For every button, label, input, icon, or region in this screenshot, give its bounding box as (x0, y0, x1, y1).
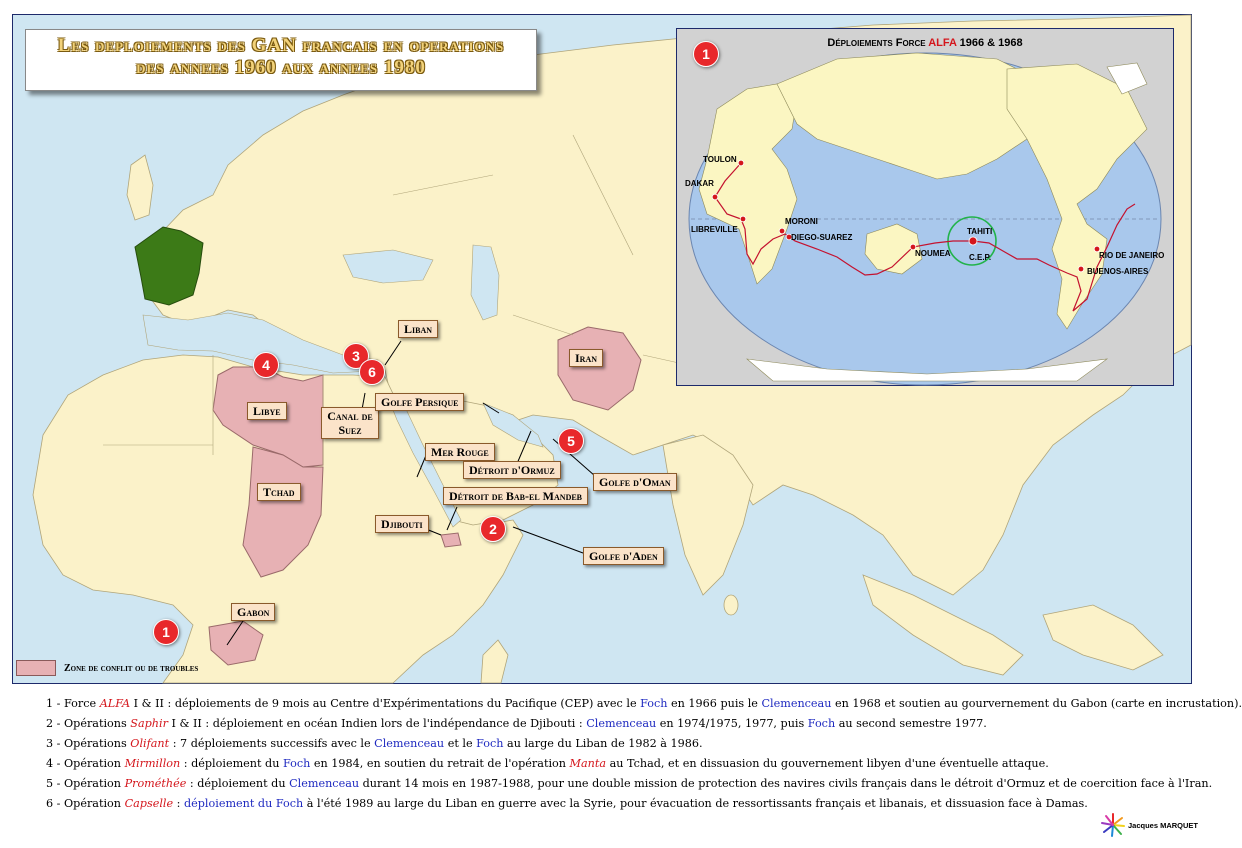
marker-dakar (712, 194, 718, 200)
port-moroni: MORONI (785, 217, 818, 226)
map-title-line-2: des annees 1960 aux annees 1980 (136, 57, 426, 78)
note-3-text-a: : 7 déploiements successifs avec le (169, 737, 375, 750)
label-gabon: Gabon (231, 603, 275, 621)
madagascar (481, 640, 508, 683)
britain (127, 155, 153, 220)
note-5-text-a: : déploiement du (186, 777, 290, 790)
port-libreville: LIBREVILLE (691, 225, 738, 234)
signature-name: Jacques MARQUET (1128, 820, 1199, 830)
note-6 (46, 794, 1186, 814)
label-liban: Liban (398, 320, 438, 338)
legend-conflict-label: Zone de conflit ou de troubles (64, 662, 199, 674)
note-5-prefix: 5 - Opération (46, 777, 125, 790)
note-5-op: Prométhée (124, 777, 187, 790)
badge-4-libya: 4 (253, 352, 279, 378)
label-tchad: Tchad (257, 483, 301, 501)
label-mer-rouge: Mer Rouge (425, 443, 495, 461)
port-cep: C.E.P. (969, 253, 992, 262)
sri-lanka (724, 595, 738, 615)
marker-moroni (779, 228, 785, 234)
inset-map-alfa (676, 28, 1174, 386)
note-1-op: ALFA (99, 697, 131, 710)
badge-3-liban: 3 (343, 343, 369, 369)
badge-1-gabon: 1 (153, 619, 179, 645)
marker-libreville (740, 216, 746, 222)
note-3-ship-1: Clemenceau (374, 737, 445, 750)
note-1-text-b: en 1966 puis le (667, 697, 762, 710)
note-5-text-b: durant 14 mois en 1987-1988, pour une double mission de protection des navires civils français dans le détroit d'Ormuz et de coercition face à l'Iran. (359, 777, 1213, 790)
note-4-text-a: : déploiement du (180, 757, 283, 770)
badge-5-oman: 5 (558, 428, 584, 454)
note-2-op: Saphir (130, 717, 168, 730)
map-title-line-1: Les deploiements des GAN francais en operations (57, 35, 505, 56)
note-1-text-a: I & II : déploiements de 9 mois au Centre d'Expérimentations du Pacifique (CEP) avec le (130, 697, 641, 710)
author-signature (1100, 812, 1198, 838)
note-2-ship-2: Foch (807, 717, 836, 730)
port-rio: RIO DE JANEIRO (1099, 251, 1165, 260)
note-6-op: Capselle (124, 797, 174, 810)
note-4-text-b: en 1984, en soutien du retrait de l'opération (310, 757, 570, 770)
map-title (25, 29, 537, 91)
inset-title (677, 37, 1173, 49)
note-1-text-c: en 1968 et soutien au gourvernement du Gabon (carte en incrustation). (831, 697, 1242, 710)
note-4-text-c: au Tchad, et en dissuasion du gouvernement libyen d'une éventuelle attaque. (606, 757, 1049, 770)
marker-tahiti (969, 237, 977, 245)
label-libye: Libye (247, 402, 287, 420)
indonesia (1043, 605, 1163, 670)
note-1 (46, 694, 1242, 714)
note-1-ship-2: Clemenceau (761, 697, 832, 710)
note-5-ship-1: Clemenceau (289, 777, 360, 790)
note-3-text-b: et le (444, 737, 477, 750)
label-canal-suez: Canal de Suez (321, 407, 379, 439)
inset-badge-1: 1 (693, 41, 719, 67)
label-golfe-persique: Golfe Persique (375, 393, 464, 411)
note-3-op: Olifant (130, 737, 170, 750)
note-2-text-c: au second semestre 1977. (835, 717, 987, 730)
signature-logo-icon (1100, 812, 1126, 838)
inset-title-post: 1966 & 1968 (956, 37, 1023, 49)
note-1-ship-1: Foch (640, 697, 668, 710)
note-6-prefix: 6 - Opération (46, 797, 125, 810)
badge-2-aden: 2 (480, 516, 506, 542)
marker-buenos-aires (1078, 266, 1084, 272)
port-tahiti: TAHITI (967, 227, 993, 236)
note-4-op: Mirmillon (124, 757, 181, 770)
note-2-text-a: I & II : déploiement en océan Indien lors de l'indépendance de Djibouti : (167, 717, 587, 730)
inset-canvas (677, 29, 1173, 385)
label-detroit-ormuz: Détroit d'Ormuz (463, 461, 561, 479)
note-4-op-2: Manta (569, 757, 607, 770)
port-diego-suarez: DIEGO-SUAREZ (791, 233, 853, 242)
marker-toulon (738, 160, 744, 166)
inset-title-pre: Déploiements Force (827, 37, 929, 49)
note-3-prefix: 3 - Opérations (46, 737, 131, 750)
note-6-text-b: à l'été 1989 au large du Liban en guerre avec la Syrie, pour évacuation de ressortissants français et libanais, et dissuasion face à Damas. (303, 797, 1088, 810)
label-golfe-aden: Golfe d'Aden (583, 547, 664, 565)
note-5 (46, 774, 1213, 794)
note-6-ship-1: déploiement du Foch (183, 797, 304, 810)
label-iran: Iran (569, 349, 603, 367)
note-6-text-a: : (173, 797, 184, 810)
note-2-text-b: en 1974/1975, 1977, puis (656, 717, 808, 730)
inset-title-alfa: ALFA (928, 37, 957, 49)
port-toulon: TOULON (703, 155, 737, 164)
note-4 (46, 754, 1186, 774)
label-golfe-oman: Golfe d'Oman (593, 473, 677, 491)
legend (16, 660, 198, 676)
operation-notes (46, 694, 1242, 814)
note-2-prefix: 2 - Opérations (46, 717, 131, 730)
note-4-prefix: 4 - Opération (46, 757, 125, 770)
badge-6-liban: 6 (359, 359, 385, 385)
note-2-ship-1: Clemenceau (586, 717, 657, 730)
port-buenos-aires: BUENOS-AIRES (1087, 267, 1149, 276)
note-4-ship-1: Foch (282, 757, 311, 770)
note-2 (46, 714, 1186, 734)
note-3-text-c: au large du Liban de 1982 à 1986. (503, 737, 703, 750)
djibouti-zone (441, 533, 461, 547)
port-dakar: DAKAR (685, 179, 714, 188)
label-detroit-bab: Détroit de Bab-el Mandeb (443, 487, 588, 505)
label-djibouti: Djibouti (375, 515, 429, 533)
note-1-prefix: 1 - Force (46, 697, 100, 710)
note-3-ship-2: Foch (476, 737, 504, 750)
note-3 (46, 734, 1186, 754)
legend-conflict-swatch (16, 660, 56, 676)
france-territory (135, 227, 203, 305)
port-noumea: NOUMEA (915, 249, 951, 258)
